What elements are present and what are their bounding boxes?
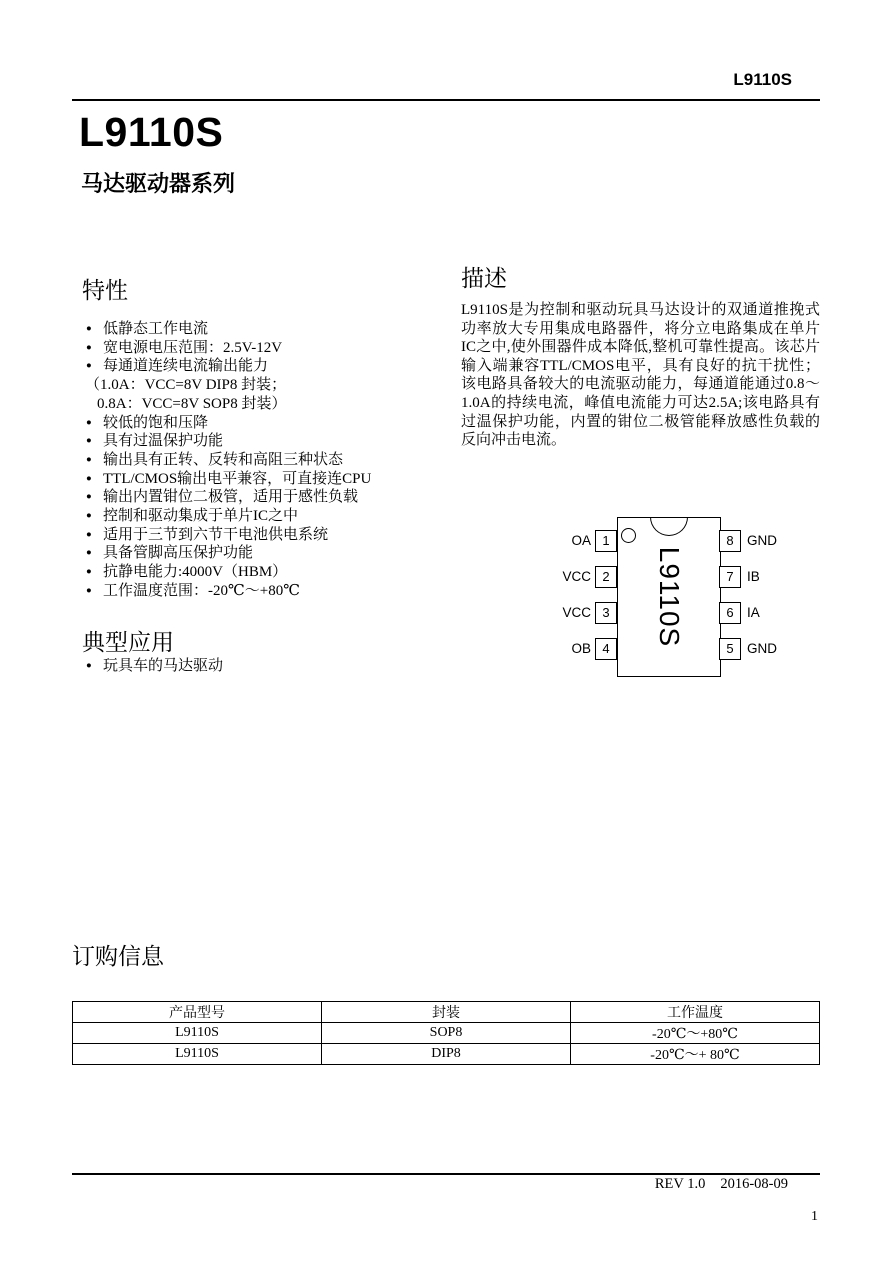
page-subtitle: 马达驱动器系列 xyxy=(81,171,236,196)
feature-item: ● 宽电源电压范围：2.5V-12V xyxy=(82,339,462,358)
feature-item: ● 输出具有正转、反转和高阻三种状态 xyxy=(82,451,462,470)
table-header-row xyxy=(73,1002,820,1023)
applications-heading: 典型应用 xyxy=(82,630,174,655)
feature-item: ● 工作温度范围：-20℃～+80℃ xyxy=(82,582,462,601)
table-row xyxy=(73,1044,820,1065)
cell-temperature: -20℃～+80℃ xyxy=(571,1023,820,1044)
feature-item: ● 每通道连续电流输出能力 xyxy=(82,357,462,376)
pin-number-1: 1 xyxy=(595,530,617,552)
pin-number-8: 8 xyxy=(719,530,741,552)
footer-rule xyxy=(72,1173,820,1175)
revision-label: REV 1.0 xyxy=(654,1176,706,1192)
ordering-heading: 订购信息 xyxy=(72,944,164,969)
pinout-diagram xyxy=(555,495,855,695)
feature-item: ● 低静态工作电流 xyxy=(82,320,462,339)
cell-product: L9110S xyxy=(73,1044,322,1065)
pin-number-2: 2 xyxy=(595,566,617,588)
pin-number-3: 3 xyxy=(595,602,617,624)
application-item: ● 玩具车的马达驱动 xyxy=(82,657,462,676)
pin-name-gnd: GND xyxy=(747,641,777,656)
pin-number-6: 6 xyxy=(719,602,741,624)
pin-name-ib: IB xyxy=(747,569,760,584)
ordering-section xyxy=(72,944,820,1065)
feature-item: ● 控制和驱动集成于单片IC之中 xyxy=(82,507,462,526)
page-title: L9110S xyxy=(79,109,224,155)
column-header-temperature: 工作温度 xyxy=(571,1002,820,1023)
header-doc-code: L9110S xyxy=(733,70,792,89)
pin-name-vcc: VCC xyxy=(562,569,591,584)
column-header-package: 封装 xyxy=(322,1002,571,1023)
features-heading: 特性 xyxy=(82,278,128,303)
ordering-table xyxy=(72,1001,820,1065)
description-text: L9110S是为控制和驱动玩具马达设计的双通道推挽式功率放大专用集成电路器件，将分立电路集成在单片IC之中,使外围器件成本降低,整机可靠性提高。该芯片输入端兼容TTL/CMOS电平，具有良好的抗干扰性；该电路具备较大的电流驱动能力，每通道能通过0.8～1.0A的持续电流，峰值电流能力可达2.5A;该电路具有过温保护功能，内置的钳位二极管能释放感性负载的反向冲击电流。 xyxy=(461,302,820,449)
feature-item: ● 抗静电能力:4000V（HBM） xyxy=(82,563,462,582)
applications-section xyxy=(82,630,462,676)
cell-package: SOP8 xyxy=(322,1023,571,1044)
table-row xyxy=(73,1023,820,1044)
description-heading: 描述 xyxy=(461,266,507,291)
footer-revision xyxy=(72,1176,788,1193)
page-header xyxy=(72,70,820,90)
feature-item: ● 输出内置钳位二极管，适用于感性负载 xyxy=(82,488,462,507)
cell-package: DIP8 xyxy=(322,1044,571,1065)
pin-name-ob: OB xyxy=(571,641,591,656)
chip-label: L9110S xyxy=(654,546,685,648)
chip-body xyxy=(617,517,721,677)
feature-item-continuation: （1.0A：VCC=8V DIP8 封装； xyxy=(85,377,287,394)
feature-item: ● 具有过温保护功能 xyxy=(82,432,462,451)
description-section xyxy=(461,266,820,450)
feature-item: ● 适用于三节到六节干电池供电系统 xyxy=(82,526,462,545)
feature-item: ● 较低的饱和压降 xyxy=(82,414,462,433)
feature-item: ● 具备管脚高压保护功能 xyxy=(82,544,462,563)
chip-label-wrap xyxy=(618,518,720,676)
feature-item: ● TTL/CMOS输出电平兼容，可直接连CPU xyxy=(82,470,462,489)
pin-name-ia: IA xyxy=(747,605,760,620)
feature-item-continuation: 0.8A：VCC=8V SOP8 封装） xyxy=(97,395,287,412)
revision-date: 2016-08-09 xyxy=(720,1176,788,1192)
column-header-product: 产品型号 xyxy=(73,1002,322,1023)
cell-product: L9110S xyxy=(73,1023,322,1044)
pin-number-4: 4 xyxy=(595,638,617,660)
cell-temperature: -20℃～+ 80℃ xyxy=(571,1044,820,1065)
pin-name-vcc: VCC xyxy=(562,605,591,620)
applications-list xyxy=(82,657,462,676)
pin-name-oa: OA xyxy=(571,533,591,548)
pin-number-7: 7 xyxy=(719,566,741,588)
features-section xyxy=(82,278,462,601)
header-rule xyxy=(72,99,820,101)
pin-number-5: 5 xyxy=(719,638,741,660)
features-list xyxy=(82,320,462,601)
page-number: 1 xyxy=(811,1209,818,1224)
pin-name-gnd: GND xyxy=(747,533,777,548)
